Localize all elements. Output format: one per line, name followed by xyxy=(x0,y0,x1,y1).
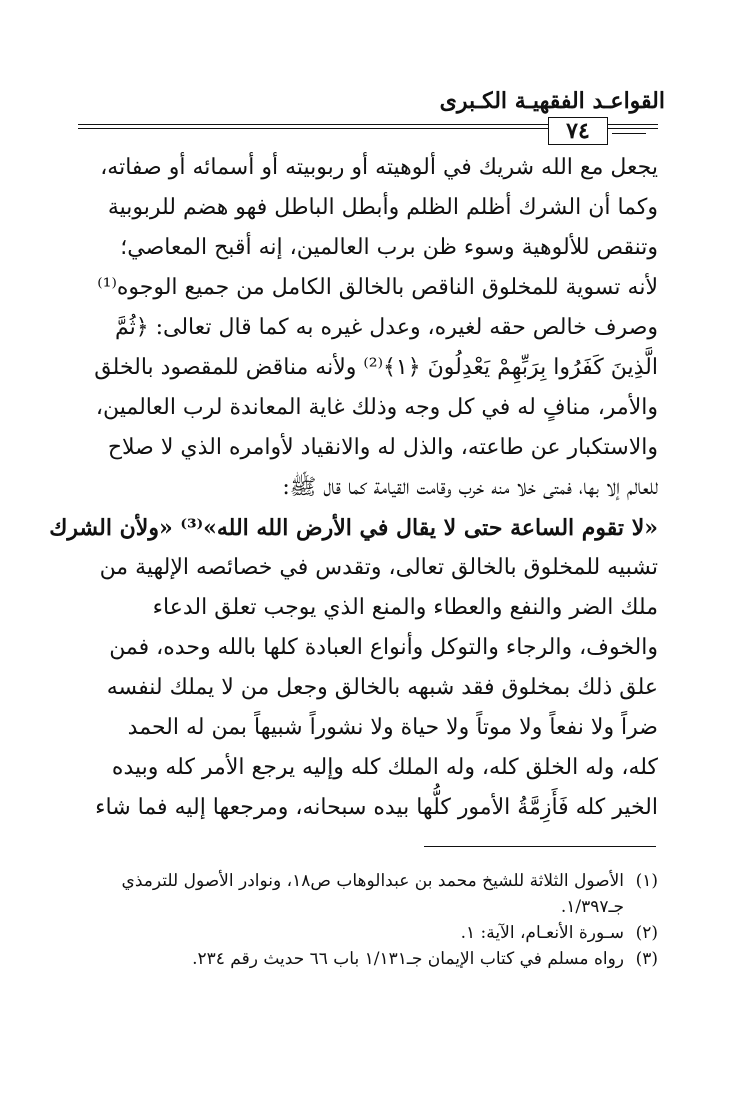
text-line: وصرف خالص حقه لغيره، وعدل غيره به كما قال تعالى: ﴿ثُمَّ xyxy=(114,315,658,340)
text-line: كله، وله الخلق كله، وله الملك كله وإليه يرجع الأمر كله وبيده xyxy=(111,755,658,780)
text-line: يجعل مع الله شريك في ألوهيته أو ربوبيته أو أسمائه أو صفاته، xyxy=(100,155,658,180)
page-number-dash xyxy=(612,133,646,134)
text-line: علق ذلك بمخلوق فقد شبهه بالخالق وجعل من لا يملك لنفسه xyxy=(106,675,658,700)
footnote-continuation: جـ١/٣٩٧. xyxy=(560,897,624,917)
text-line: والأمر، منافٍ له في كل وجه وذلك غاية المعاندة لرب العالمين، xyxy=(95,395,658,420)
text-line: ملك الضر والنفع والعطاء والمنع الذي يوجب تعلق الدعاء xyxy=(152,595,658,620)
footnote-separator xyxy=(424,846,656,847)
footnote-number: (٣) xyxy=(635,949,658,969)
page-number: ٧٤ xyxy=(548,117,608,145)
text-line: والخوف، والرجاء والتوكل وأنواع العبادة كلها بالله وحده، فمن xyxy=(109,635,658,660)
text-line: للعالم إلا بها، فمتى خلا منه خرب وقامت القيامة كما قال ﷺ: xyxy=(282,475,658,500)
footnote xyxy=(78,868,658,894)
footnote-text: الأصول الثلاثة للشيخ محمد بن عبدالوهاب ص١٨، ونوادر الأصول للترمذي xyxy=(121,871,624,891)
text-line: والاستكبار عن طاعته، والذل له والانقياد لأوامره الذي لا صلاح xyxy=(107,435,658,460)
footnote-number: (١) xyxy=(635,871,658,891)
footnote-text: رواه مسلم في كتاب الإيمان جـ١/١٣١ باب ٦٦ حديث رقم ٢٣٤. xyxy=(192,949,624,969)
main-text xyxy=(49,148,658,828)
text-line: الخير كله فَأَزِمَّةُ الأمور كلُّها بيده سبحانه، ومرجعها إليه فما شاء xyxy=(95,795,658,820)
text-line: تشبيه للمخلوق بالخالق تعالى، وتقدس في خصائصه الإلهية من xyxy=(99,555,658,580)
footnotes xyxy=(78,868,658,972)
hadith-line: «لا تقوم الساعة حتى لا يقال في الأرض الله الله»⁽³⁾ «ولأن الشرك xyxy=(49,515,658,541)
footnote xyxy=(78,946,658,972)
text-line: وتنقص للألوهية وسوء ظن برب العالمين، إنه أقبح المعاصي؛ xyxy=(120,235,658,260)
footnote xyxy=(78,920,658,946)
text-line: وكما أن الشرك أظلم الظلم وأبطل الباطل فهو هضم للربوبية xyxy=(107,195,658,220)
text-line: لأنه تسوية للمخلوق الناقص بالخالق الكامل من جميع الوجوه⁽¹⁾ xyxy=(97,275,658,300)
footnote-number: (٢) xyxy=(635,923,658,943)
footnote-text: سـورة الأنعـام، الآية: ١. xyxy=(460,923,624,943)
text-line: الَّذِينَ كَفَرُوا بِرَبِّهِمْ يَعْدِلُونَ ﴿١﴾⁽²⁾ ولأنه مناقض للمقصود بالخلق xyxy=(94,355,658,380)
text-line: ضراً ولا نفعاً ولا موتاً ولا حياة ولا نشوراً شبيهاً بمن له الحمد xyxy=(127,715,658,740)
page-number-dash xyxy=(612,128,646,129)
running-header-title: القواعـد الفقهيـة الكـبرى xyxy=(439,88,665,114)
